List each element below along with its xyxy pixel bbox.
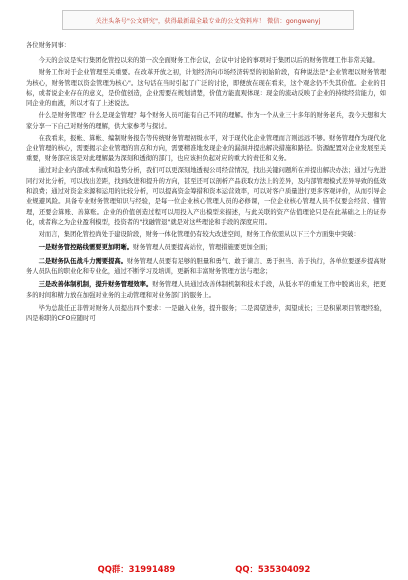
banner-text: 关注头条号"公文研究"，获得最新最全最专业的公文资料库！ 微信：gongwenyj <box>95 17 321 25</box>
qq-group: QQ群：31991489 <box>97 564 176 574</box>
closing-paragraph: 毕为总裁任正非曾对财务人员提出四个要求：一是融入业务，提升服务；二是渴望进步，渴望成长；三是积累项目管理经验，四是称职的CFO应随时可 <box>26 304 386 323</box>
qq-number: QQ：535304092 <box>235 564 311 574</box>
point-2-body: 财务管理人员要有足够的胆量和勇气、敢于谏言、勇于担当、善于执行，各单位要逐步提高财务人员队伍的职业化和专业化，通过不断学习及培训，更新和丰富财务管理方法与理念； <box>26 257 387 275</box>
point-1-lead: 一是财务管控路线需要更加明晰。 <box>38 244 134 252</box>
paragraph: 什么是财务管理？什么是现金管理？每个财务人员可能有自己不同的理解。作为一个从业三十多年的财务老兵，我今天想和大家分享一下自己对财务的理解，供大家参考与探讨。 <box>26 112 386 130</box>
paragraph: 通过对企业内部成本构成和趋势分析，我们可以更深刻地透视公司经营情况，找出关键问题所在并提出解决办法；通过与先进同行对比分析，可以找出差距，找到改进和提升的方向，甚至还可以剖析产品获取方法上的差异，及内部管理模式差异导致的低效和浪费；通过对资金来源和运用的比较分析，可以提高资金筹措和资本运营效率，可以对客户质量进行更多客观评价，从而引导企业规避风险。具备专业财务管理知识与经验，是每一位企业核心管理人员的必修课，一位企业核心管理人员不仅要会经营、懂管理，还要会算账、善算账。企业的价值创造过程可以用投入产出模型来描述，与此关联的资产估值理论只是在此基础之上的证券化，或者称之为企业盈利模型，投资者的"找融管退"就是对这些理论和手段的深度应用。 <box>26 167 386 226</box>
paragraph: 财务工作对于企业管理至关重要。在改革开放之初，计划经济向市场经济转型的初始阶段，有种说法是"企业管理以财务管理为核心，财务管理以资金管理为核心"。这句话在当时引起了广泛的讨论，即便放在现在看来，这个观念仍不失其价值。企业的目标，或者说企业存在的意义，是价值创造，企业需要在规划清楚，价值方能直观体现：现金的流动反映了企业的持续经营能力，如同企业的血液，所以才有了上述说法。 <box>26 69 386 108</box>
point-3 <box>26 280 386 301</box>
header-banner <box>62 10 354 30</box>
document-body <box>26 41 386 326</box>
paragraph: 在我看来，报帐、算帐、编制财务报告等传统财务管理初级水平，对于现代化企业管理而言则远远不够。财务管理作为现代化企业管理的核心，需要揭示企业管理的盲点和方向，需要精准地发现企业的漏洞并提出解决措施和路径。资源配置对企业发展至关重要，财务部应该是对此理解最为深刻和透彻的部门，也应该担负起对应的重大的责任和义务。 <box>26 134 386 163</box>
paragraph: 今天的会议是实行集团化管控以来的第一次全面财务工作会议，会议中讨论的事项对于集团以后的财务管理工作非常关键。 <box>38 57 379 65</box>
point-2-lead: 二是财务队伍战斗力需要提高。 <box>38 257 128 265</box>
footer-contacts <box>0 561 408 577</box>
point-2 <box>26 257 386 278</box>
salutation: 各位财务同事： <box>26 42 71 49</box>
point-3-body: 财务管理人员通过改善体制机制和技术手段，从低水平的重复工作中脱离出来，把更多的时间和精力放在加强对业务的主动管理和对业务部门的服务上。 <box>26 281 387 299</box>
point-1 <box>26 243 386 253</box>
paragraph: 对而言，集团化管控尚处于建设阶段，财务一体化管理仍有较大改进空间，财务工作依需从以下三个方面集中突破： <box>38 231 360 239</box>
point-3-lead: 三是改善体制机制，提升财务管理效率。 <box>38 281 153 289</box>
point-1-body: 财务管理人员要提高站位，管理措施要更加全面； <box>133 244 272 252</box>
